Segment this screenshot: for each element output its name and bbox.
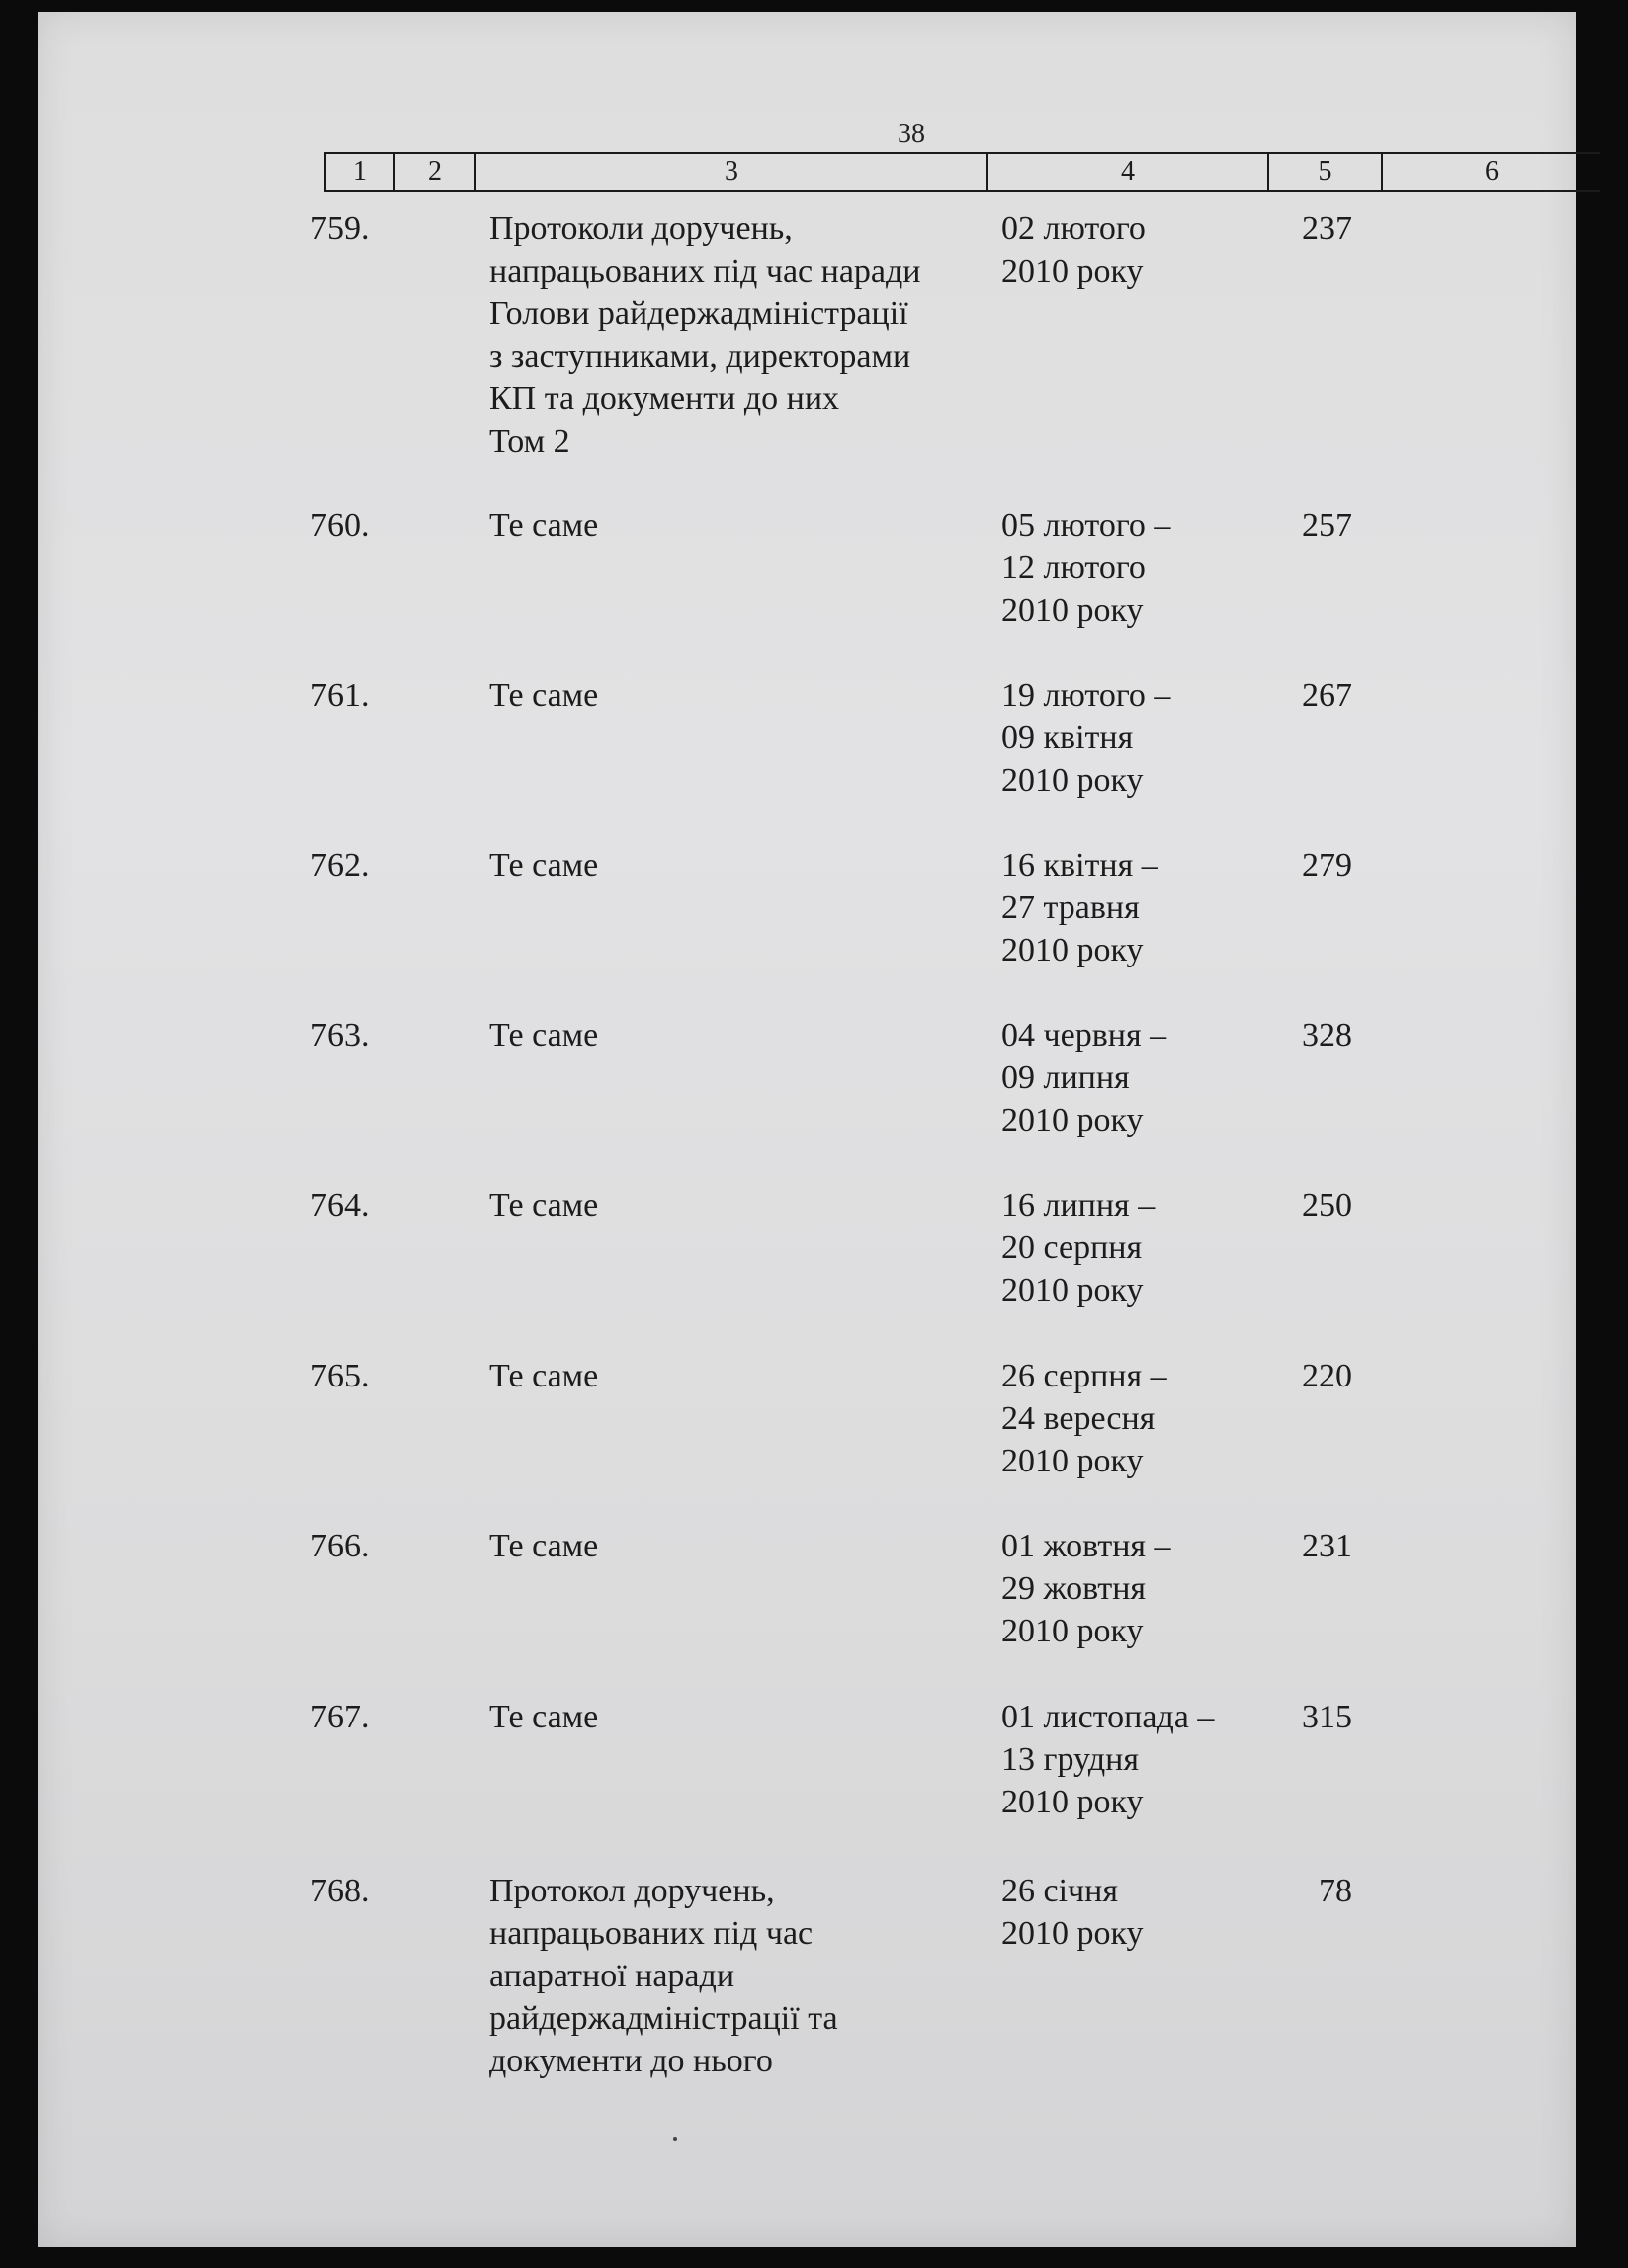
description-line: КП та документи до них: [489, 380, 840, 417]
date-line: 09 квітня: [1001, 719, 1134, 756]
column-header-row: [325, 153, 1600, 191]
paper-speck: [673, 2137, 677, 2141]
description-line: Те саме: [489, 507, 599, 544]
entry-date: [1001, 1355, 1268, 1482]
date-line: 09 липня: [1001, 1059, 1130, 1096]
description-line: напрацьованих під час наради: [489, 253, 921, 290]
description-line: Голови райдержадміністрації: [489, 295, 908, 332]
entry-number: 765.: [310, 1358, 370, 1394]
entry-date: [1001, 1525, 1268, 1652]
entry-date: [1001, 208, 1268, 293]
date-line: 2010 року: [1001, 1784, 1144, 1820]
page-number: 38: [898, 119, 925, 149]
description-line: райдержадміністрації та: [489, 2000, 838, 2037]
entry-date: [1001, 1014, 1268, 1141]
column-header-3: 3: [475, 153, 987, 191]
date-line: 24 вересня: [1001, 1400, 1156, 1437]
entry-date: [1001, 504, 1268, 631]
entry-description: [489, 674, 984, 716]
date-line: 29 жовтня: [1001, 1570, 1147, 1607]
date-line: 26 серпня –: [1001, 1358, 1167, 1394]
entry-description: [489, 1525, 984, 1567]
entry-sheet-count: 315: [1302, 1699, 1352, 1735]
column-header-table: [324, 152, 1600, 192]
description-line: Протоколи доручень,: [489, 210, 793, 247]
description-line: напрацьованих під час: [489, 1915, 814, 1952]
entry-description: [489, 1696, 984, 1738]
date-line: 2010 року: [1001, 1613, 1144, 1649]
entry-sheet-count: 78: [1319, 1873, 1352, 1909]
date-line: 2010 року: [1001, 1272, 1144, 1308]
description-line: апаратної наради: [489, 1958, 735, 1994]
entry-date: [1001, 1870, 1268, 1955]
column-header-2: 2: [394, 153, 475, 191]
entry-sheet-count: 231: [1302, 1528, 1352, 1564]
entry-sheet-count: 257: [1302, 507, 1352, 544]
description-line: Те саме: [489, 847, 599, 883]
entry-number: 759.: [310, 210, 370, 247]
description-line: Те саме: [489, 1017, 599, 1053]
date-line: 02 лютого: [1001, 210, 1146, 247]
description-line: Те саме: [489, 1358, 599, 1394]
date-line: 2010 року: [1001, 1443, 1144, 1479]
entry-number: 768.: [310, 1873, 370, 1909]
date-line: 27 травня: [1001, 889, 1140, 926]
entry-number: 763.: [310, 1017, 370, 1053]
date-line: 2010 року: [1001, 1102, 1144, 1138]
entry-date: [1001, 844, 1268, 971]
entry-number: 760.: [310, 507, 370, 544]
entry-number: 761.: [310, 677, 370, 714]
entry-number: 762.: [310, 847, 370, 883]
entry-date: [1001, 674, 1268, 801]
document-page: [38, 12, 1576, 2247]
entry-sheet-count: 267: [1302, 677, 1352, 714]
entry-number: 766.: [310, 1528, 370, 1564]
entry-sheet-count: 328: [1302, 1017, 1352, 1053]
date-line: 01 листопада –: [1001, 1699, 1215, 1735]
column-header-5: 5: [1268, 153, 1382, 191]
entry-sheet-count: 220: [1302, 1358, 1352, 1394]
entry-description: [489, 1355, 984, 1397]
date-line: 20 серпня: [1001, 1229, 1143, 1266]
entry-sheet-count: 279: [1302, 847, 1352, 883]
description-line: документи до нього: [489, 2043, 773, 2079]
date-line: 04 червня –: [1001, 1017, 1167, 1053]
description-line: Те саме: [489, 1699, 599, 1735]
date-line: 2010 року: [1001, 253, 1144, 290]
date-line: 2010 року: [1001, 592, 1144, 629]
date-line: 26 січня: [1001, 1873, 1118, 1909]
date-line: 16 липня –: [1001, 1187, 1156, 1223]
description-line: Те саме: [489, 677, 599, 714]
description-line: Те саме: [489, 1528, 599, 1564]
entry-sheet-count: 250: [1302, 1187, 1352, 1223]
column-header-4: 4: [987, 153, 1268, 191]
entry-description: [489, 844, 984, 886]
entry-description: [489, 208, 984, 462]
entry-description: [489, 1014, 984, 1056]
date-line: 16 квітня –: [1001, 847, 1158, 883]
date-line: 2010 року: [1001, 762, 1144, 798]
column-header-6: 6: [1382, 153, 1600, 191]
description-line: з заступниками, директорами: [489, 338, 911, 375]
column-header-1: 1: [325, 153, 394, 191]
date-line: 01 жовтня –: [1001, 1528, 1171, 1564]
description-line: Протокол доручень,: [489, 1873, 775, 1909]
entry-number: 767.: [310, 1699, 370, 1735]
date-line: 12 лютого: [1001, 549, 1146, 586]
date-line: 2010 року: [1001, 932, 1144, 968]
entry-description: [489, 1184, 984, 1226]
date-line: 2010 року: [1001, 1915, 1144, 1952]
entry-description: [489, 504, 984, 546]
entry-sheet-count: 237: [1302, 210, 1352, 247]
description-line: Те саме: [489, 1187, 599, 1223]
entry-description: [489, 1870, 984, 2082]
date-line: 19 лютого –: [1001, 677, 1171, 714]
entry-date: [1001, 1696, 1268, 1823]
entry-number: 764.: [310, 1187, 370, 1223]
entry-date: [1001, 1184, 1268, 1311]
date-line: 13 грудня: [1001, 1741, 1139, 1778]
date-line: 05 лютого –: [1001, 507, 1171, 544]
description-line: Том 2: [489, 423, 570, 460]
